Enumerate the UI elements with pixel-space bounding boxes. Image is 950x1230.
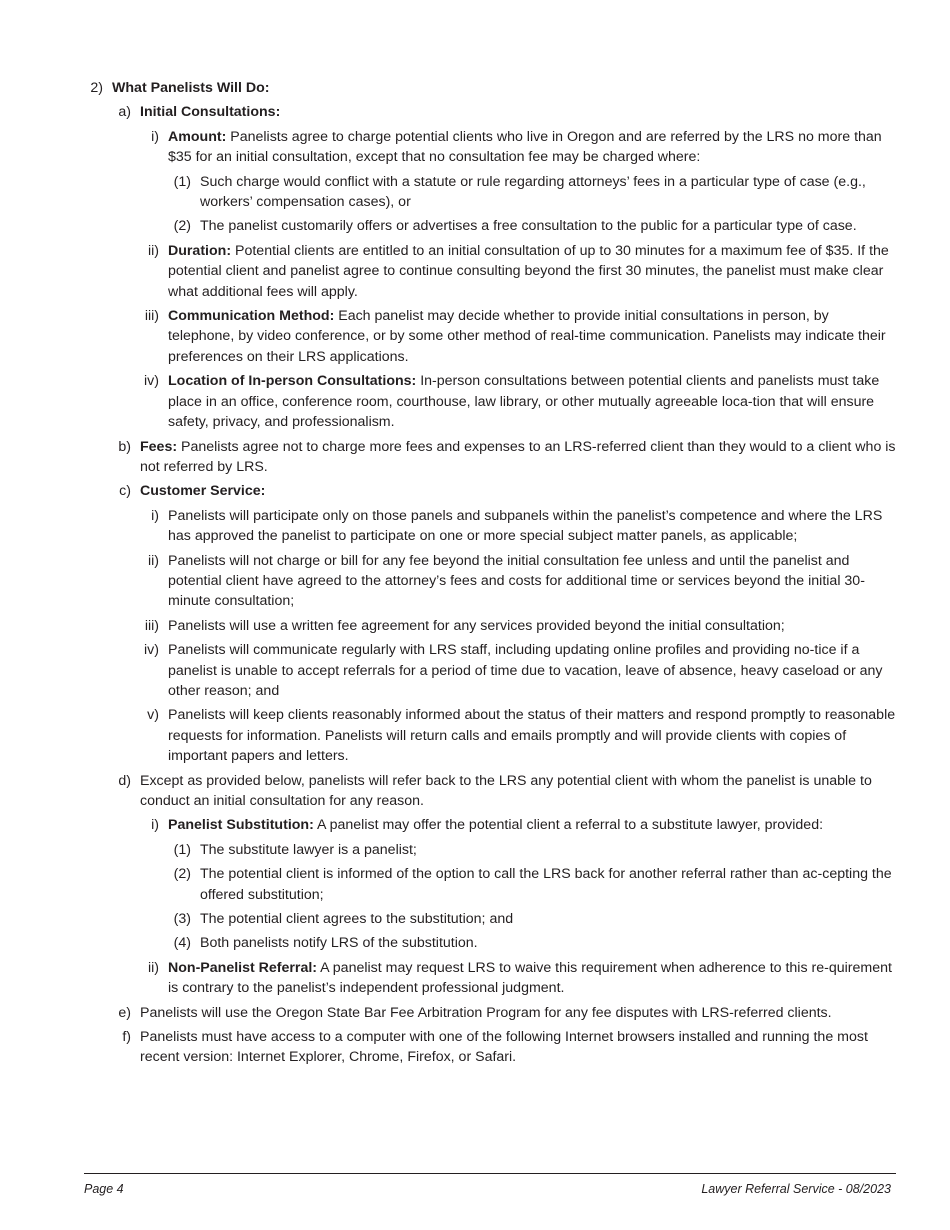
- footer-divider: [84, 1173, 896, 1174]
- item-f: [112, 1027, 896, 1068]
- item-term: Duration:: [168, 242, 232, 259]
- item-b: [112, 437, 896, 478]
- item-term: Location of In-person Consultations:: [168, 373, 417, 390]
- item-label: f): [122, 1029, 131, 1046]
- item-text: The potential client is informed of the option to call the LRS back for another referral rather than ac-cepting the offered substitution;: [200, 866, 892, 903]
- item-a: [112, 102, 896, 122]
- document-body: [84, 78, 896, 1068]
- item-label: (1): [173, 173, 191, 190]
- item-label: b): [118, 438, 131, 455]
- item-text: Panelists will use a written fee agreement for any services provided beyond the initial consultation;: [168, 617, 785, 634]
- section-heading: [84, 78, 896, 98]
- item-label: (1): [173, 841, 191, 858]
- item-text: Panelists will not charge or bill for any fee beyond the initial consultation fee unless and until the panelist and potential client have agreed to the attorney’s fees and costs for additional time or services beyond the initial 30-minute consultation;: [168, 552, 865, 610]
- item-a-iii: [140, 306, 896, 367]
- item-a-ii: [140, 241, 896, 302]
- item-text: The potential client agrees to the substitution; and: [200, 911, 514, 928]
- item-title: Initial Consultations:: [140, 104, 281, 121]
- item-label: ii): [147, 552, 159, 569]
- item-term: Panelist Substitution:: [168, 817, 314, 834]
- item-a-i: [140, 127, 896, 168]
- item-label: (2): [173, 866, 191, 883]
- item-a-i-1: [168, 172, 896, 213]
- item-label: iv): [144, 373, 159, 390]
- item-c-iii: [140, 616, 896, 636]
- item-d: [112, 771, 896, 812]
- section-title: What Panelists Will Do:: [112, 80, 270, 96]
- item-text: In-person consultations between potential clients and panelists must take place in an office, conference room, courthouse, law library, or other mutually agreeable loca-tion that will ensure safety, privacy, and professionalism.: [168, 373, 880, 431]
- item-label: iii): [144, 308, 159, 325]
- item-text: Panelists will participate only on those panels and subpanels within the panelist’s competence and where the LRS has approved the panelist to participate on one or more special subject matter panels, as applicable;: [168, 507, 883, 545]
- item-label: a): [118, 104, 131, 121]
- item-text: A panelist may offer the potential client a referral to a substitute lawyer, provided:: [313, 817, 824, 834]
- item-label: i): [151, 507, 159, 524]
- item-label: i): [151, 817, 159, 834]
- item-text: The panelist customarily offers or advertises a free consultation to the public for a particular type of case.: [200, 218, 857, 235]
- item-label: c): [119, 483, 131, 500]
- item-label: iii): [144, 617, 159, 634]
- item-d-ii: [140, 958, 896, 999]
- item-c: [112, 481, 896, 501]
- item-c-v: [140, 705, 896, 766]
- item-term: Communication Method:: [168, 308, 335, 325]
- item-d-i: [140, 815, 896, 835]
- item-text: Panelists will use the Oregon State Bar Fee Arbitration Program for any fee disputes with LRS-referred clients.: [140, 1004, 832, 1021]
- item-c-ii: [140, 551, 896, 612]
- item-text: Both panelists notify LRS of the substitution.: [200, 935, 478, 952]
- item-text: Potential clients are entitled to an initial consultation of up to 30 minutes for a maximum fee of $35. If the potential client and panelist agree to continue consulting beyond the first 30 minutes, the panelist must make clear what additional fees will apply.: [168, 242, 889, 300]
- item-text: Panelists agree not to charge more fees and expenses to an LRS-referred client than they would to a client who is not referred by LRS.: [140, 438, 896, 475]
- item-term: Non-Panelist Referral:: [168, 959, 318, 976]
- item-text: Panelists must have access to a computer with one of the following Internet browsers installed and running the most recent version: Internet Explorer, Chrome, Firefox, or Safari.: [140, 1029, 868, 1066]
- item-text: A panelist may request LRS to waive this requirement when adherence to this re-quirement is contrary to the panelist’s independent professional judgment.: [168, 959, 892, 997]
- item-text: Such charge would conflict with a statute or rule regarding attorneys’ fees in a particular type of case (e.g., workers’ compensation cases), or: [200, 173, 866, 211]
- item-term: Amount:: [168, 128, 227, 145]
- section-number: 2): [90, 80, 103, 96]
- item-d-i-4: [168, 933, 896, 953]
- item-a-iv: [140, 371, 896, 432]
- item-c-iv: [140, 640, 896, 701]
- item-label: e): [118, 1004, 131, 1021]
- item-d-i-2: [168, 864, 896, 905]
- item-label: (4): [173, 935, 191, 952]
- item-text: The substitute lawyer is a panelist;: [200, 841, 417, 858]
- item-a-i-2: [168, 216, 896, 236]
- item-label: d): [118, 772, 131, 789]
- item-text: Panelists will keep clients reasonably informed about the status of their matters and respond promptly to reasonable requests for information. Panelists will return calls and emails promptly and will provide clients with copies of important papers and letters.: [168, 707, 896, 765]
- item-label: i): [151, 128, 159, 145]
- item-label: ii): [147, 959, 159, 976]
- item-text: Except as provided below, panelists will refer back to the LRS any potential client with whom the panelist is unable to conduct an initial consultation for any reason.: [140, 772, 872, 809]
- item-text: Panelists agree to charge potential clients who live in Oregon and are referred by the LRS no more than $35 for an initial consultation, except that no consultation fee may be charged where:: [168, 128, 882, 166]
- footer-page-number: Page 4: [84, 1182, 124, 1196]
- item-label: v): [147, 707, 159, 724]
- item-title: Customer Service:: [140, 483, 266, 500]
- item-d-i-3: [168, 909, 896, 929]
- item-d-i-1: [168, 840, 896, 860]
- item-label: ii): [147, 242, 159, 259]
- item-text: Panelists will communicate regularly with LRS staff, including updating online profiles and providing no-tice if a panelist is unable to accept referrals for a period of time due to vacation, leave of absence, heavy caseload or any other reason; and: [168, 642, 883, 699]
- footer-document-title: Lawyer Referral Service - 08/2023: [701, 1182, 891, 1196]
- item-label: iv): [144, 642, 159, 659]
- item-e: [112, 1003, 896, 1023]
- item-label: (2): [173, 218, 191, 235]
- item-c-i: [140, 506, 896, 547]
- item-text: Each panelist may decide whether to provide initial consultations in person, by telephone, by video conference, or by some other method of real-time communication. Panelists may indicate their preferences on their LRS applications.: [168, 308, 886, 365]
- item-term: Fees:: [140, 438, 178, 455]
- item-label: (3): [173, 911, 191, 928]
